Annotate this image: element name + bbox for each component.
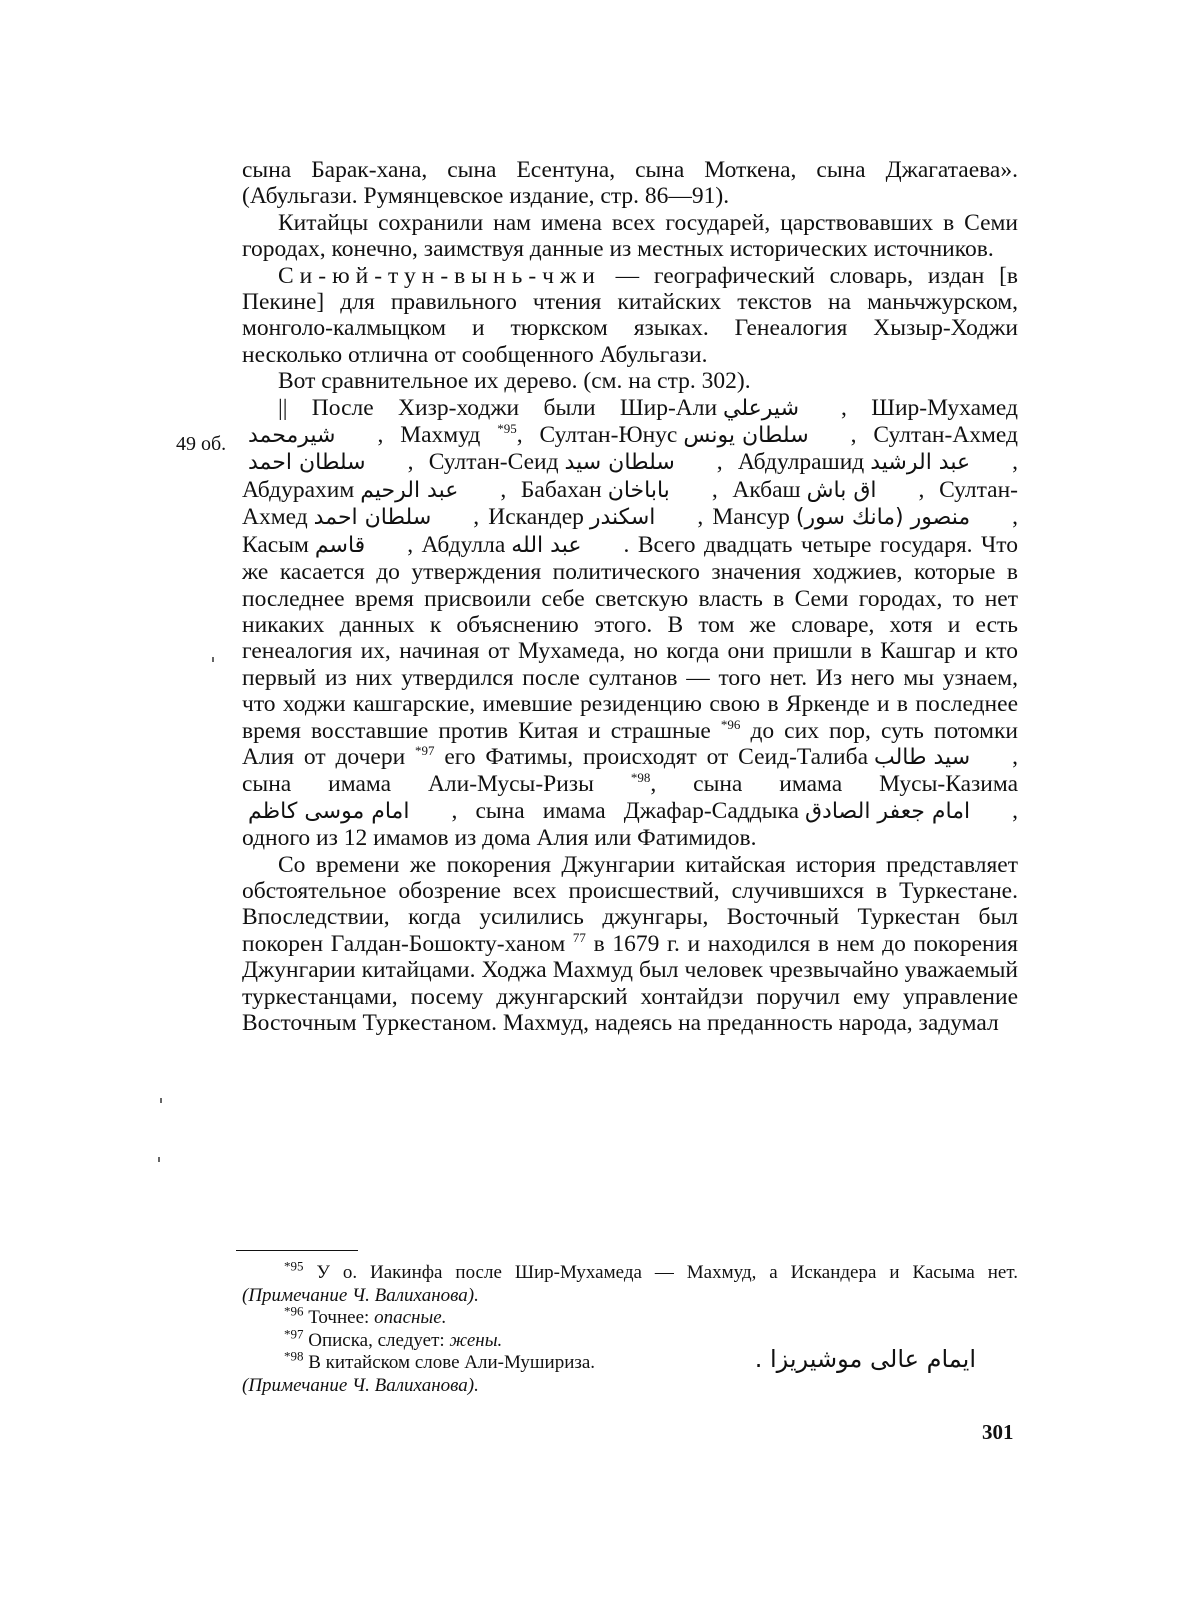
footnotes [242,1258,1018,1397]
arabic-name: عبد الله [511,532,582,558]
footnote-98-attribution: (Примечание Ч. Валиханова). [242,1374,479,1396]
text-run: , сына имама Али-Мусы-Ризы [242,743,1019,798]
paragraph-5 [242,395,1018,852]
footnote-italic: жены. [449,1329,503,1351]
footnote-italic: опасные. [374,1307,447,1328]
arabic-name: شيرعلي [723,395,800,421]
text-run: , Султан-Ахмед [242,476,1018,531]
text-run: Со времени же покорения Джунгарии китайская история представляет обстоятельное обозрение всех происшествий, случившихся в Туркестане. Впоследствии, когда усилились джунгары, Восточный Туркестан был покорен Галдан-Бошокту-ханом [242,851,1018,957]
footnote-mark: *95 [284,1258,304,1274]
scan-speck [160,1098,162,1103]
arabic-name: سلطان سيد [564,450,675,476]
footnote-text: Точнее: [303,1307,375,1328]
paragraph-2: Китайцы сохранили нам имена всех государей, царствовавших в Семи городах, конечно, заимствуя данные из местных исторических источников. [242,209,1018,263]
footnote-text: У о. Иакинфа после Шир-Мухамеда — Махмуд, а Искандера и Касыма нет. [303,1262,1018,1283]
text-run: , Махмуд [377,422,481,449]
page-number: 301 [982,1420,1014,1444]
arabic-name: منصور (مانك سور) [795,505,971,531]
arabic-name: سيد طالب [874,744,971,770]
paragraph-3 [242,263,1018,369]
text-run: в 1679 г. и находился в нем до покорения Джунгарии китайцами. Ходжа Махмуд был человек чрезвычайно уважаемый туркестанцами, посему джунгарский хонтайдзи поручил ему управление Восточным Туркестаном. Махмуд, надеясь на преданность народа, задумал [242,930,1018,1036]
arabic-name: اق باش [806,477,877,503]
arabic-name: امام موسى كاظم [248,798,410,824]
paragraph-1: сына Барак-хана, сына Есентуна, сына Моткена, сына Джагатаева». (Абульгази. Румянцевское издание, стр. 86—91). [242,157,1018,210]
arabic-name: ايمام عالى موشيريزا . [754,1345,976,1373]
scan-speck [212,657,214,662]
text-run: , Бабахан [500,476,602,503]
note-ref: *95 [497,421,517,437]
arabic-name: عبد الرحيم [360,477,459,503]
note-ref: *97 [415,743,435,759]
footnote-95 [242,1258,1018,1307]
main-text [242,157,1018,1036]
text-run: , Искандер [473,504,584,531]
text-run: . Всего двадцать четыре государя. Что же касается до утверждения политического значения ходжиев, которые в последнее время присвоили себе светскую власть в Семи городах, то нет никаких данных к объяснению этого. В том же словаре, хотя и есть генеалогия их, начиная от Мухамеда, но когда они пришли в Кашгар и кто первый из них утвердился после султанов — того нет. Из него мы узнаем, что ходжи кашгарские, имевшие резиденцию свою в Яркенде и в последнее время восставшие против Китая и страшные [242,531,1018,744]
paragraph-3-text: — географический словарь, издан [в Пекине] для правильного чтения китайских текстов на маньчжурском, монголо-калмыцком и тюркском языках. Генеалогия Хызыр-Ходжи несколько отлична от сообщенного Абульгази. [242,262,1018,368]
text-run: , Мансур [697,504,790,531]
footnote-divider [236,1250,358,1251]
arabic-name: قاسم [314,532,366,558]
footnote-96 [242,1303,1018,1330]
text-run: || После Хизр-ходжи были Шир-Али [278,394,718,421]
arabic-name: عبد الرشيد [870,450,971,476]
arabic-name: سلطان يونس [683,423,809,449]
arabic-name: امام جعفر الصادق [804,798,971,824]
text-run: , Абдулрашид [716,449,865,476]
text-run: , Султан-Ахмед [850,422,1018,449]
text-run: , Султан-Сеид [407,449,559,476]
arabic-name: شيرمحمد [248,423,336,449]
paragraph-6 [242,852,1018,1037]
scan-speck [158,1157,160,1162]
arabic-name: اسكندر [589,505,656,531]
note-ref: *96 [720,716,741,732]
text-run: , Акбаш [711,476,801,503]
paragraph-4: Вот сравнительное их дерево. (см. на стр. 302). [278,368,751,395]
text-run: , Султан-Юнус [516,422,678,449]
footnote-italic: (Примечание Ч. Валиханова). [242,1284,479,1306]
margin-folio-note: 49 об. [176,433,227,455]
text-run: , одного из 12 имамов из дома Алия или Фатимидов. [242,797,1018,852]
note-ref: 77 [572,929,586,945]
text-run: его Фатимы, происходят от Сеид-Талиба [434,743,868,770]
footnote-text: В китайском слове Али-Мушириза. [303,1352,596,1373]
text-run: до сих пор, суть потомки Алия от дочери [242,717,1019,770]
arabic-name: سلطان احمد [313,505,432,531]
footnote-98 [242,1345,1018,1375]
text-run: , сына имама Джафар-Саддыка [451,797,799,824]
footnote-mark: *98 [284,1348,304,1364]
arabic-name: باباخان [607,477,670,503]
text-run: , Касым [242,504,1018,558]
footnote-text: Описка, следует: [303,1329,450,1351]
footnote-mark: *96 [284,1303,304,1319]
dictionary-title: Си-юй-тун-вынь-чжи [278,262,601,289]
text-run: , сына имама Мусы-Казима [650,771,1018,798]
text-run: , Абдурахим [242,449,1018,503]
footnote-mark: *97 [284,1326,304,1342]
arabic-name: سلطان احمد [248,450,366,476]
text-run: , Шир-Мухамед [841,394,1018,421]
note-ref: *98 [630,770,651,786]
text-run: , Абдулла [407,531,506,558]
